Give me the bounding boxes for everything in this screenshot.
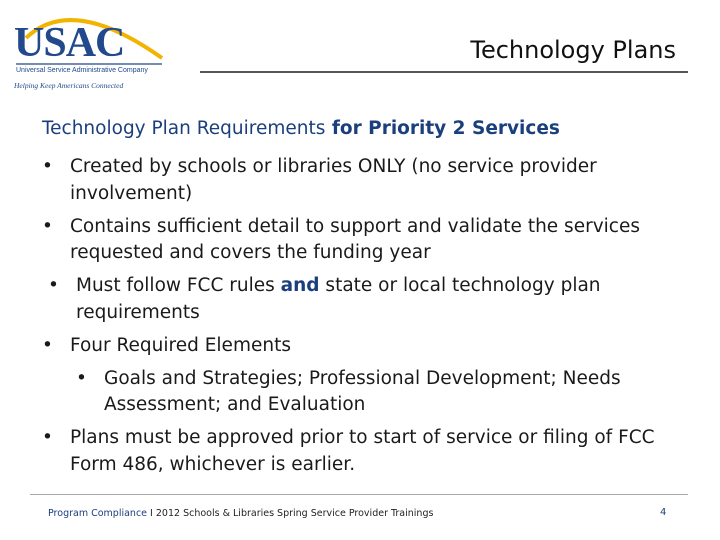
slide-title: Technology Plans [470, 36, 676, 64]
bullet-highlight: and [280, 275, 320, 296]
bullet-text: Must follow FCC rules [76, 275, 281, 296]
bullet-item [42, 273, 682, 326]
bullet-dot: • [48, 275, 59, 296]
title-divider [200, 71, 688, 73]
bullet-text: Goals and Strategies; Professional Development; Needs Assessment; and Evaluation [104, 367, 621, 415]
logo-tagline: Helping Keep Americans Connected [14, 81, 124, 90]
bullet-item [42, 154, 682, 207]
bullet-text: Plans must be approved prior to start of service or filing of FCC Form 486, whichever is earlier. [70, 427, 655, 475]
footer-label: Program Compliance [48, 508, 148, 519]
subtitle-rest: for Priority 2 Services [325, 118, 560, 139]
subtitle-highlight: Technology Plan Requirements [42, 118, 326, 139]
footer-text: 2012 Schools & Libraries Spring Service Provider Trainings [155, 508, 434, 519]
bullet-text: Created by schools or libraries ONLY (no service provider involvement) [70, 156, 597, 204]
bullet-text: Four Required Elements [70, 334, 291, 356]
bullet-item [42, 214, 682, 267]
bullet-text-cont: state or local technology plan requirements [76, 275, 601, 323]
bullet-dot: • [42, 156, 53, 177]
slide-subtitle [42, 118, 560, 139]
sub-bullet-item [42, 366, 682, 419]
bullet-dot: • [76, 367, 87, 389]
bullet-dot: • [42, 215, 53, 237]
logo-wordmark: USAC [14, 20, 125, 66]
bullet-dot: • [42, 427, 53, 448]
bullet-text: Contains sufficient detail to support and validate the services requested and covers the funding year [70, 215, 640, 263]
usac-logo [12, 8, 172, 88]
bullet-item [42, 333, 682, 360]
bullet-item [42, 425, 682, 478]
page-number: 4 [660, 507, 667, 518]
bullet-dot: • [42, 334, 53, 356]
bullet-list [42, 154, 682, 485]
logo-company-name: Universal Service Administrative Company [16, 67, 148, 74]
footer-separator: I [147, 508, 156, 519]
footer-divider [30, 494, 688, 495]
footer [48, 508, 433, 519]
